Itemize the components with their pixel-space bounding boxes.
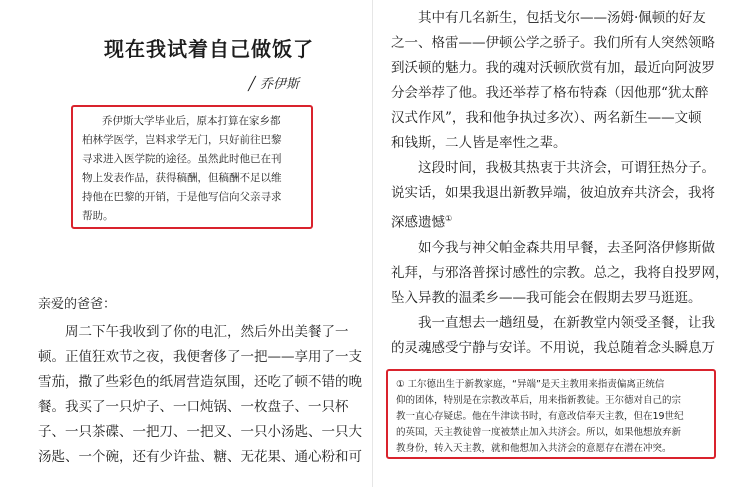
body-line: 和钱斯，二人皆是率性之辈。	[391, 135, 567, 151]
letter-salutation: 亲爱的爸爸：	[38, 297, 117, 312]
body-line	[391, 206, 726, 236]
body-line: 汤匙、一个碗，还有少许盐、糖、无花果、通心粉和可	[38, 449, 362, 465]
intro-highlight-box	[71, 105, 313, 229]
body-line: 分会举荐了他。我还举荐了格布特森（因他那“犹太醉	[391, 85, 709, 101]
footnote-line: 教身份，转入天主教，就和他想加入共济会的意愿存在潜在冲突。	[396, 443, 672, 454]
body-line: 坠入异教的温柔乡——我可能会在假期去罗马逛逛。	[391, 289, 702, 306]
footnote-marker: ①	[445, 214, 453, 223]
body-line: 餐。我买了一只炉子、一口炖锅、一枚盘子、一只杯	[38, 399, 349, 415]
footnote-line: ① 工尔德出生于新教家庭，“异端”是天主教用来指责偏离正统信	[396, 379, 665, 390]
intro-line: 持他在巴黎的开销，于是他写信向父亲寻求	[82, 191, 282, 203]
intro-line: 帮助。	[82, 210, 114, 222]
footnote-highlight-box	[386, 369, 716, 459]
body-line: 之一、格雷——伊顿公学之骄子。我们所有人突然领略	[391, 35, 715, 51]
body-line: 汉式作风”，我和他争执过多次）、两名新生——文顿	[391, 110, 702, 126]
body-line-text: 深感遗憾	[391, 214, 445, 231]
body-line: 其中有几名新生，包括戈尔——汤姆·佩顿的好友	[418, 10, 706, 26]
intro-line: 柏林学医学，岂料求学无门，只好前往巴黎	[82, 134, 282, 146]
footnote-line: 仰的团体，特别是在宗教改革后，用来指新教徒。王尔德对自己的宗	[396, 395, 682, 406]
letter-body-right	[391, 6, 729, 361]
body-line: 的灵魂感受宁静与安详。不用说，我总随着念头瞬息万	[391, 339, 715, 356]
letter-body-left	[38, 320, 368, 470]
page-gutter	[372, 0, 373, 487]
body-line: 雪茄，撒了些彩色的纸屑营造氛围，还吃了顿不错的晚	[38, 374, 362, 390]
article-title: 现在我试着自己做饭了	[104, 37, 314, 61]
footnote-line: 的英国，天主教徒曾一度被禁止加入共济会。所以，如果他想放弃新	[396, 427, 682, 438]
right-page	[376, 0, 730, 487]
intro-line: 寻求进入医学院的途径。虽然此时他已在刊	[82, 153, 282, 165]
body-line: 子、一只茶碟、一把刀、一把叉、一只小汤匙、一只大	[38, 424, 362, 440]
intro-line: 乔伊斯大学毕业后，原本打算在家乡都	[102, 115, 281, 127]
footnote-line: 教一直心存疑虑。他在牛津读书时，有意改信奉天主教，但在19世纪	[396, 411, 684, 422]
body-line: 如今我与神父帕金森共用早餐，去圣阿洛伊修斯做	[418, 239, 715, 256]
body-line: 顿。正值狂欢节之夜，我便奢侈了一把——享用了一支	[38, 349, 362, 365]
body-line: 周二下午我收到了你的电汇，然后外出美餐了一	[65, 324, 349, 340]
body-line: 礼拜，与邪洛普探讨感性的宗教。总之，我将自投罗网，	[391, 264, 729, 281]
intro-line: 物上发表作品，获得稿酬，但稿酬不足以维	[82, 172, 282, 184]
body-line: 说实话，如果我退出新教异端，彼迫放弃共济会，我将	[391, 185, 715, 201]
article-author: ╱ 乔伊斯	[248, 77, 299, 92]
body-line: 到沃顿的魅力。我的魂对沃顿欣赏有加，最近向阿波罗	[391, 60, 715, 76]
body-line: 我一直想去一趟纽曼，在新教堂内领受圣餐，让我	[418, 314, 715, 331]
body-line: 这段时间，我极其热衷于共济会，可谓狂热分子。	[418, 160, 715, 176]
